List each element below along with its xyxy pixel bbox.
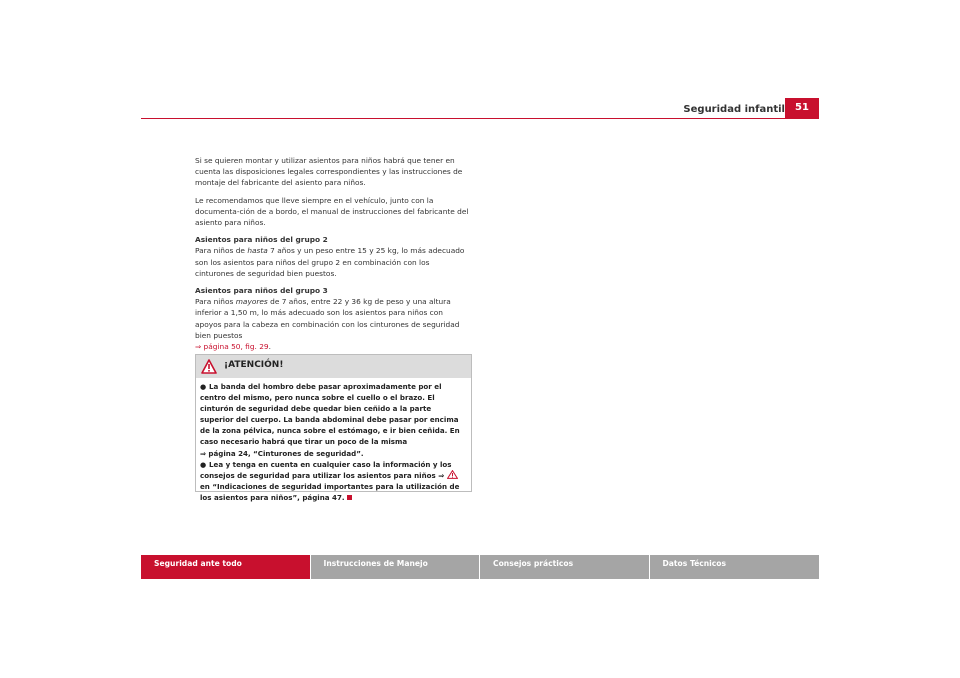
page-reference-link[interactable]: ⇒ página 24, “Cinturones de seguridad”. [200, 448, 364, 458]
heading-group-2: Asientos para niños del grupo 2 [195, 235, 328, 245]
warning-item [200, 381, 467, 459]
page-number: 51 [785, 98, 819, 118]
paragraph-group-2 [195, 245, 470, 279]
warning-text: La banda del hombro debe pasar aproximadamente por el centro del mismo, pero nunca sobre el cuello o el brazo. El cinturón de seguridad debe quedar bien ceñido a la parte superior del cuerpo. La banda abdominal debe pasar por encima de la zona pélvica, nunca sobre el estómago, e ir bien ceñida. En caso necesario habrá que tirar un poco de la misma [200, 382, 460, 447]
warning-triangle-icon [447, 470, 458, 479]
warning-box [195, 354, 472, 502]
text-segment: . [268, 342, 271, 352]
text-segment: Para niños [195, 297, 236, 307]
warning-title: ¡ATENCIÓN! [224, 360, 284, 370]
page-reference-link[interactable]: ⇒ página 50, fig. 29 [195, 342, 269, 352]
text-segment: de 7 años, entre 22 y 36 kg de peso y una altura inferior a 1,50 m, lo más adecuado son los asientos para niños con apoyos para la cabeza en combinación con los cinturones de seguridad bien puestos [195, 297, 460, 340]
footer-nav [141, 555, 819, 579]
end-square-icon [347, 495, 352, 500]
emphasis-text: hasta [247, 246, 268, 256]
paragraph-group-3 [195, 296, 470, 352]
header-rule [141, 118, 819, 119]
tab-datos-tecnicos[interactable]: Datos Técnicos [662, 559, 727, 568]
warning-header [196, 355, 471, 378]
paragraph-legal: Si se quieren montar y utilizar asientos para niños habrá que tener en cuenta las disposiciones legales correspondientes y las instrucciones de montaje del fabricante del asiento para niños. [195, 156, 463, 188]
bullet-icon: ● [200, 459, 207, 469]
paragraph-manual: Le recomendamos que lleve siempre en el vehículo, junto con la documenta-ción de a bordo, el manual de instrucciones del fabricante del asiento para niños. [195, 195, 469, 228]
warning-text: en “Indicaciones de seguridad importantes para la utilización de los asientos para niños”, página 47. [200, 481, 460, 502]
section-title: Seguridad infantil [683, 104, 785, 115]
warning-body [196, 378, 471, 503]
tab-consejos-practicos[interactable]: Consejos prácticos [480, 555, 650, 579]
warning-item [200, 459, 467, 503]
text-segment: 7 años y un peso entre 15 y 25 kg, lo más adecuado son los asientos para niños del grupo 2 en combinación con los cinturones de seguridad bien puestos. [195, 246, 465, 278]
tab-seguridad-ante-todo[interactable]: Seguridad ante todo [141, 555, 311, 579]
warning-text: Lea y tenga en cuenta en cualquier caso la información y los consejos de seguridad para utilizar los asientos para niños ⇒ [200, 459, 452, 480]
heading-group-3: Asientos para niños del grupo 3 [195, 286, 328, 296]
bullet-icon: ● [200, 382, 207, 391]
tab-instrucciones-de-manejo[interactable]: Instrucciones de Manejo [311, 555, 481, 579]
emphasis-text: mayores [235, 297, 268, 307]
text-segment: Para niños de [195, 246, 248, 256]
warning-triangle-icon [201, 359, 217, 374]
body-text [195, 155, 470, 358]
